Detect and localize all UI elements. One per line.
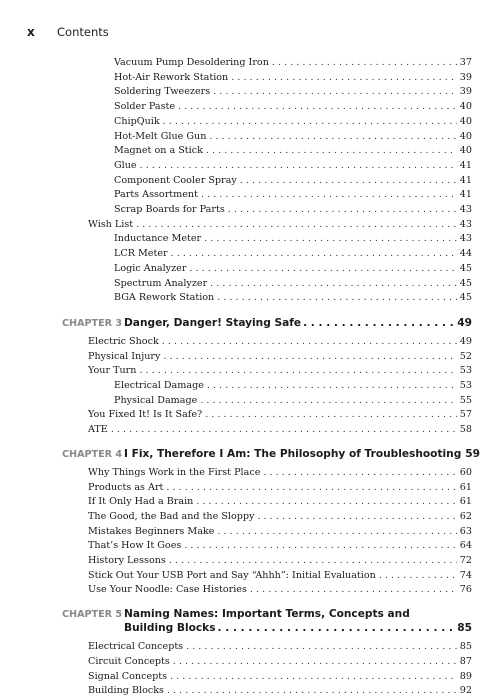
toc-entry[interactable] xyxy=(114,101,472,112)
chapter-page: 59 xyxy=(465,447,481,460)
toc-entry-page: 74 xyxy=(459,569,472,581)
toc-entry-title: ATE xyxy=(88,424,108,436)
toc-entry-page: 40 xyxy=(459,115,472,127)
dot-leader xyxy=(379,570,457,581)
dot-leader xyxy=(201,189,457,200)
toc-entry[interactable] xyxy=(88,526,472,537)
toc-entry[interactable] xyxy=(114,380,472,391)
chapter-heading[interactable] xyxy=(62,608,472,634)
toc-entry-title: LCR Meter xyxy=(114,248,168,260)
toc-entry-title: Spectrum Analyzer xyxy=(114,277,208,289)
toc-entry[interactable] xyxy=(114,248,472,259)
dot-leader xyxy=(163,351,456,362)
dot-leader xyxy=(257,511,456,522)
toc-entry-title: ChipQuik xyxy=(114,115,160,127)
toc-entry-title: Electrical Concepts xyxy=(88,641,184,653)
dot-leader xyxy=(204,233,457,244)
toc-entry-title: Vacuum Pump Desoldering Iron xyxy=(114,57,269,68)
dot-leader xyxy=(200,395,456,406)
dot-leader xyxy=(163,116,457,127)
toc-entry-title: Magnet on a Stick xyxy=(114,145,203,157)
dot-leader xyxy=(250,584,457,595)
toc-entry[interactable] xyxy=(114,175,472,186)
toc-entry-page: 53 xyxy=(459,365,472,377)
toc-entry-title: Building Blocks xyxy=(88,685,164,696)
toc-entry[interactable] xyxy=(114,395,472,406)
toc-entry[interactable] xyxy=(114,263,472,274)
dot-leader xyxy=(228,204,457,215)
dot-leader xyxy=(170,671,457,682)
toc-entry[interactable] xyxy=(114,116,472,127)
toc-entry-page: 58 xyxy=(459,424,472,436)
toc-entry-page: 49 xyxy=(459,335,472,347)
toc-entry[interactable] xyxy=(88,570,472,581)
toc-entry[interactable] xyxy=(88,424,472,435)
dot-leader xyxy=(196,496,456,507)
dot-leader xyxy=(231,72,457,83)
toc-entry-title: History Lessons xyxy=(88,555,166,566)
toc-entry[interactable] xyxy=(88,467,472,478)
toc-entry-title: BGA Rework Station xyxy=(114,292,215,304)
toc-entry-title: Circuit Concepts xyxy=(88,655,170,667)
dot-leader xyxy=(207,380,457,391)
toc-entry-title: The Good, the Bad and the Sloppy xyxy=(88,510,255,522)
toc-entry[interactable] xyxy=(114,204,472,215)
toc-entry-title: Soldering Tweezers xyxy=(114,86,211,98)
toc-entry-page: 53 xyxy=(459,380,472,391)
chapter-title: Danger, Danger! Staying Safe xyxy=(124,316,302,329)
chapter-title: Naming Names: Important Terms, Concepts and xyxy=(124,608,410,621)
toc-entry[interactable] xyxy=(88,555,472,566)
dot-leader xyxy=(136,219,457,230)
dot-leader xyxy=(173,656,457,667)
dot-leader xyxy=(217,526,456,537)
dot-leader xyxy=(167,685,457,696)
toc-entry[interactable] xyxy=(114,86,472,97)
toc-entry-page: 61 xyxy=(459,496,472,508)
toc-entry-page: 39 xyxy=(459,71,472,83)
toc-entry-page: 41 xyxy=(459,174,472,186)
dot-leader xyxy=(186,641,457,652)
chapter-title: I Fix, Therefore I Am: The Philosophy of Troubleshooting xyxy=(124,447,462,460)
toc-entry-title: Why Things Work in the First Place xyxy=(88,466,261,478)
toc-entry-page: 43 xyxy=(459,233,472,245)
dot-leader xyxy=(210,278,457,289)
dot-leader xyxy=(169,555,457,566)
toc-entry-page: 40 xyxy=(459,145,472,157)
toc-entry-title: Electric Shock xyxy=(88,335,159,347)
toc-entry-page: 61 xyxy=(459,481,472,493)
toc-entry[interactable] xyxy=(114,72,472,83)
toc-entry-page: 87 xyxy=(459,655,472,667)
toc-entry-title: Your Turn xyxy=(88,365,137,377)
toc-entry[interactable] xyxy=(88,641,472,652)
dot-leader xyxy=(217,292,457,303)
toc-entry-title: Solder Paste xyxy=(114,101,176,113)
toc-entry[interactable] xyxy=(88,351,472,362)
toc-entry-page: 64 xyxy=(459,540,472,552)
toc-entry-page: 39 xyxy=(459,86,472,98)
toc-entry-page: 45 xyxy=(459,277,472,289)
dot-leader xyxy=(263,467,456,478)
toc-entry-page: 55 xyxy=(459,394,472,406)
toc-entry[interactable] xyxy=(88,511,472,522)
toc-entry-title: Wish List xyxy=(88,218,134,230)
toc-entry-page: 60 xyxy=(459,466,472,478)
toc-entry-title: Physical Injury xyxy=(88,350,161,362)
dot-leader xyxy=(140,160,457,171)
dot-leader xyxy=(206,145,457,156)
toc-entry-page: 41 xyxy=(459,159,472,171)
toc-entry-title: Component Cooler Spray xyxy=(114,174,237,186)
toc-entry-title: Electrical Damage xyxy=(114,380,204,391)
chapter-label: CHAPTER 3 xyxy=(62,317,123,329)
chapter-title-continued: Building Blocks xyxy=(124,622,216,635)
toc-entry[interactable] xyxy=(88,496,472,507)
toc-entry[interactable] xyxy=(114,145,472,156)
toc-entry[interactable] xyxy=(88,409,472,420)
toc-entry-page: 40 xyxy=(459,130,472,142)
dot-leader xyxy=(162,336,457,347)
toc-entry[interactable] xyxy=(88,656,472,667)
toc-entry[interactable] xyxy=(114,292,472,303)
toc-entry[interactable] xyxy=(88,336,472,347)
toc-entry-page: 44 xyxy=(459,248,472,260)
toc-entry[interactable] xyxy=(88,219,472,230)
toc-entry[interactable] xyxy=(114,278,472,289)
dot-leader xyxy=(178,101,457,112)
toc-entry-title: Logic Analyzer xyxy=(114,262,187,274)
toc-entry-title: You Fixed It! Is It Safe? xyxy=(88,409,203,421)
toc-entry[interactable] xyxy=(88,685,472,696)
toc-entry-title: Scrap Boards for Parts xyxy=(114,204,225,215)
page-number: x xyxy=(27,25,35,39)
toc-entry[interactable] xyxy=(114,160,472,171)
toc-entry-title: Use Your Noodle: Case Histories xyxy=(88,584,247,596)
chapter-label: CHAPTER 5 xyxy=(62,609,123,621)
dot-leader xyxy=(218,622,456,634)
toc-entry-page: 85 xyxy=(459,641,472,653)
dot-leader xyxy=(189,263,456,274)
toc-entry-title: Products as Art xyxy=(88,481,164,493)
toc-entry-page: 72 xyxy=(459,555,472,566)
toc-entry-title: Inductance Meter xyxy=(114,233,202,245)
toc-entry-page: 40 xyxy=(459,101,472,113)
dot-leader xyxy=(139,365,456,376)
toc-entry[interactable] xyxy=(88,540,472,551)
toc-entry-page: 76 xyxy=(459,584,472,596)
toc-entry-page: 63 xyxy=(459,525,472,537)
toc-entry-page: 62 xyxy=(459,510,472,522)
toc-entry[interactable] xyxy=(88,482,472,493)
dot-leader xyxy=(209,131,456,142)
toc-entry[interactable] xyxy=(88,584,472,595)
dot-leader xyxy=(205,409,457,420)
toc-entry-page: 43 xyxy=(459,218,472,230)
toc-entry[interactable] xyxy=(88,671,472,682)
toc-entry-title: Mistakes Beginners Make xyxy=(88,525,215,537)
toc-entry[interactable] xyxy=(114,131,472,142)
dot-leader xyxy=(111,424,457,435)
dot-leader xyxy=(213,86,457,97)
toc-entry-title: Hot-Melt Glue Gun xyxy=(114,130,207,142)
toc-entry-title: If It Only Had a Brain xyxy=(88,496,194,508)
dot-leader xyxy=(303,317,455,329)
chapter-heading[interactable] xyxy=(62,317,472,329)
dot-leader xyxy=(166,482,456,493)
dot-leader xyxy=(171,248,457,259)
toc-entry-page: 41 xyxy=(459,189,472,201)
toc-entry-page: 57 xyxy=(459,409,472,421)
chapter-label: CHAPTER 4 xyxy=(62,448,123,460)
toc-entry-page: 52 xyxy=(459,350,472,362)
toc-entry-page: 89 xyxy=(459,670,472,682)
toc-entry[interactable] xyxy=(114,57,472,68)
toc-entry-title: Hot-Air Rework Station xyxy=(114,71,229,83)
toc-entry[interactable] xyxy=(114,189,472,200)
toc-entry-title: Stick Out Your USB Port and Say “Ahhh”: Initial Evaluation xyxy=(88,569,376,581)
toc-entry-title: That’s How It Goes xyxy=(88,540,182,552)
toc-entry-page: 92 xyxy=(459,685,472,696)
dot-leader xyxy=(272,57,457,68)
toc-entry-title: Glue xyxy=(114,159,137,171)
toc-entry[interactable] xyxy=(88,365,472,376)
toc-entry-title: Parts Assortment xyxy=(114,189,198,201)
toc-entry-page: 45 xyxy=(459,262,472,274)
toc-entry-title: Signal Concepts xyxy=(88,670,168,682)
running-header xyxy=(27,24,109,40)
running-title: Contents xyxy=(57,25,109,39)
toc-entry-page: 43 xyxy=(459,204,472,215)
toc-entry[interactable] xyxy=(114,233,472,244)
chapter-page: 85 xyxy=(457,622,472,635)
chapter-page: 49 xyxy=(457,316,472,329)
dot-leader xyxy=(240,175,457,186)
toc-entry-title: Physical Damage xyxy=(114,394,198,406)
chapter-heading[interactable] xyxy=(62,447,481,460)
toc-entry-page: 37 xyxy=(459,57,472,68)
toc-entry-page: 45 xyxy=(459,292,472,304)
dot-leader xyxy=(184,540,456,551)
